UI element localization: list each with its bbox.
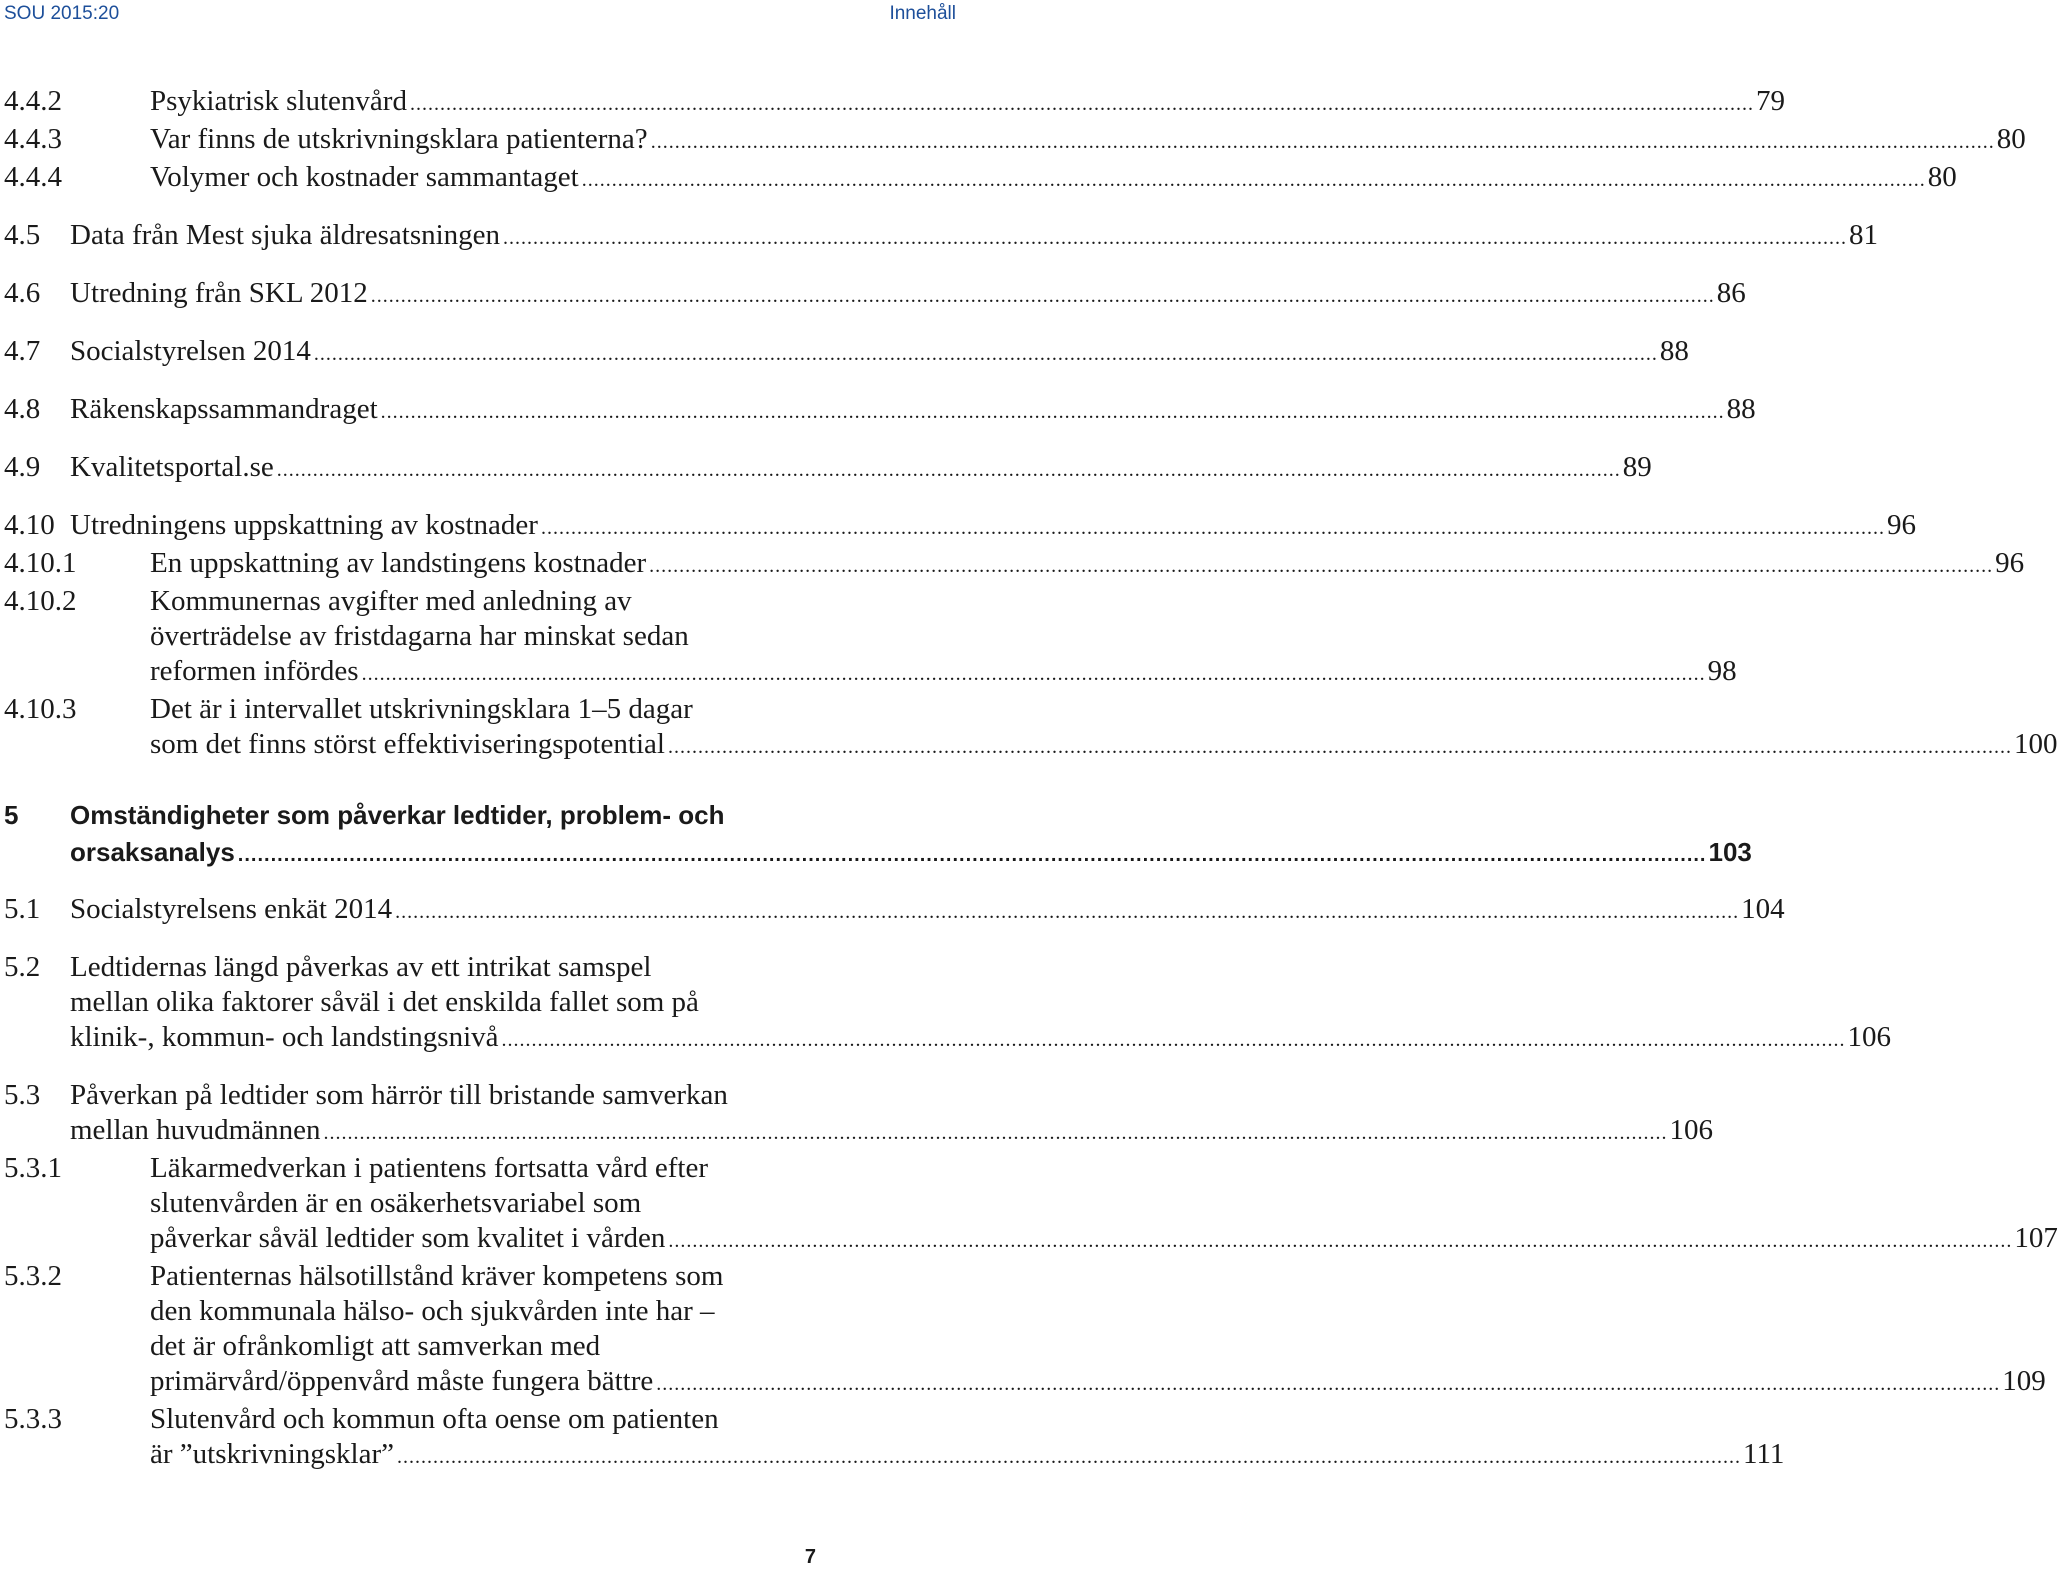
toc-title-line: Socialstyrelsens enkät 2014: [70, 893, 393, 925]
toc-entry-title: [70, 450, 1652, 488]
toc-title-line: den kommunala hälso- och sjukvården inte har –: [150, 1295, 715, 1327]
toc-entry-title: [70, 508, 1916, 546]
toc-title-line: Omständigheter som påverkar ledtider, problem- och: [70, 800, 725, 830]
toc-title-line: Psykiatrisk slutenvård: [150, 85, 407, 117]
toc-entry-title: [70, 218, 1878, 256]
toc-entry-title: [150, 1259, 2046, 1402]
toc-page-number: 107: [2014, 1222, 2058, 1254]
toc-page-number: 96: [1995, 547, 2025, 579]
toc-entry-number: 5.3.3: [4, 1403, 62, 1435]
toc-entry[interactable]: [4, 797, 1752, 874]
toc-entry-number: 4.10.2: [4, 585, 77, 617]
toc-entry-number: 5: [4, 800, 19, 830]
table-of-contents: [4, 84, 2058, 1475]
toc-entry-title: [150, 1402, 1784, 1475]
toc-entry[interactable]: [4, 122, 2026, 160]
toc-entry[interactable]: [4, 450, 1652, 488]
toc-title-line: En uppskattning av landstingens kostnader: [150, 547, 647, 579]
toc-entry[interactable]: [4, 892, 1785, 930]
dot-leader: [410, 87, 1754, 122]
toc-title-line: Slutenvård och kommun ofta oense om patienten: [150, 1403, 719, 1435]
dot-leader: [381, 395, 1725, 430]
toc-page-number: 98: [1707, 655, 1737, 687]
dot-leader: [541, 511, 1885, 546]
toc-title-line: Räkenskapssammandraget: [70, 393, 378, 425]
toc-title-line: Kommunernas avgifter med anledning av: [150, 585, 632, 617]
toc-entry-title: [150, 1151, 2058, 1259]
toc-title-line: Utredningens uppskattning av kostnader: [70, 509, 538, 541]
toc-entry[interactable]: [4, 584, 1737, 692]
dot-leader: [238, 837, 1707, 874]
toc-title-line: Data från Mest sjuka äldresatsningen: [70, 219, 501, 251]
toc-entry-title: [150, 122, 2026, 160]
toc-title-line: Läkarmedverkan i patientens fortsatta vård efter: [150, 1152, 708, 1184]
toc-title-line: överträdelse av fristdagarna har minskat sedan: [150, 620, 689, 652]
toc-entry-title: [70, 892, 1785, 930]
toc-title-line: Det är i intervallet utskrivningsklara 1–5 dagar: [150, 693, 693, 725]
toc-entry[interactable]: [4, 692, 2058, 765]
toc-entry-number: 4.6: [4, 277, 41, 309]
toc-title-line: mellan olika faktorer såväl i det enskilda fallet som på: [70, 986, 699, 1018]
toc-title-line: reformen infördes: [150, 655, 359, 687]
page-number: 7: [804, 1546, 816, 1568]
dot-leader: [503, 221, 1847, 256]
section-title: Innehåll: [889, 3, 956, 24]
toc-entry-title: [150, 546, 2024, 584]
dot-leader: [323, 1116, 1667, 1151]
toc-entry-title: [150, 84, 1785, 122]
dot-leader: [395, 895, 1739, 930]
dot-leader: [656, 1367, 2000, 1402]
toc-page-number: 80: [1996, 123, 2026, 155]
toc-entry-number: 5.1: [4, 893, 41, 925]
toc-title-line: Påverkan på ledtider som härrör till bristande samverkan: [70, 1079, 728, 1111]
toc-entry-number: 4.5: [4, 219, 41, 251]
dot-leader: [362, 657, 1706, 692]
toc-entry[interactable]: [4, 392, 1756, 430]
toc-page-number: 96: [1886, 509, 1916, 541]
toc-page-number: 88: [1659, 335, 1689, 367]
toc-entry[interactable]: [4, 276, 1746, 314]
toc-title-line: Volymer och kostnader sammantaget: [150, 161, 579, 193]
toc-entry-title: [70, 1078, 1713, 1151]
toc-entry-number: 5.3: [4, 1079, 41, 1111]
dot-leader: [582, 163, 1926, 198]
toc-entry[interactable]: [4, 950, 1892, 1058]
toc-entry-number: 4.10.3: [4, 693, 77, 725]
toc-entry[interactable]: [4, 218, 1879, 256]
toc-page-number: 106: [1669, 1114, 1713, 1146]
toc-entry-number: 4.4.4: [4, 161, 62, 193]
toc-entry-title: [150, 160, 1957, 198]
toc-title-line: Ledtidernas längd påverkas av ett intrikat samspel: [70, 951, 652, 983]
toc-title-line: orsaksanalys: [70, 837, 235, 867]
dot-leader: [649, 549, 1993, 584]
toc-page-number: 81: [1849, 219, 1879, 251]
toc-entry-number: 5.2: [4, 951, 41, 983]
toc-title-line: mellan huvudmännen: [70, 1114, 321, 1146]
toc-entry-number: 5.3.2: [4, 1260, 62, 1292]
toc-entry[interactable]: [4, 160, 1957, 198]
toc-entry-number: 4.8: [4, 393, 41, 425]
toc-title-line: Utredning från SKL 2012: [70, 277, 368, 309]
toc-title-line: påverkar såväl ledtider som kvalitet i vården: [150, 1222, 666, 1254]
toc-title-line: Var finns de utskrivningsklara patienterna?: [150, 123, 648, 155]
toc-entry-title: [70, 950, 1891, 1058]
dot-leader: [502, 1023, 1846, 1058]
toc-title-line: är ”utskrivningsklar”: [150, 1438, 395, 1470]
toc-page-number: 103: [1708, 837, 1752, 867]
toc-page-number: 89: [1622, 451, 1652, 483]
toc-entry-number: 4.7: [4, 335, 41, 367]
dot-leader: [668, 730, 2012, 765]
toc-entry-title: [150, 584, 1737, 692]
toc-entry-number: 5.3.1: [4, 1152, 62, 1184]
toc-page-number: 111: [1743, 1438, 1785, 1470]
toc-title-line: Socialstyrelsen 2014: [70, 335, 311, 367]
toc-entry-number: 4.9: [4, 451, 41, 483]
dot-leader: [277, 453, 1621, 488]
running-header: [0, 0, 960, 28]
toc-title-line: primärvård/öppenvård måste fungera bättre: [150, 1365, 654, 1397]
toc-entry-number: 4.4.3: [4, 123, 62, 155]
toc-title-line: klinik-, kommun- och landstingsnivå: [70, 1021, 499, 1053]
toc-entry-title: [70, 276, 1746, 314]
toc-page-number: 79: [1755, 85, 1785, 117]
toc-title-line: Patienternas hälsotillstånd kräver kompetens som: [150, 1260, 724, 1292]
toc-entry[interactable]: [4, 334, 1689, 372]
toc-entry-number: 4.10.1: [4, 547, 77, 579]
toc-title-line: som det finns störst effektiviseringspotential: [150, 728, 665, 760]
toc-entry[interactable]: [4, 546, 2025, 584]
toc-page-number: 104: [1741, 893, 1785, 925]
toc-page-number: 80: [1927, 161, 1957, 193]
dot-leader: [371, 279, 1715, 314]
toc-entry[interactable]: [4, 1078, 1713, 1151]
toc-entry[interactable]: [4, 84, 1785, 122]
toc-entry[interactable]: [4, 1151, 2058, 1259]
toc-entry-title: [150, 692, 2057, 765]
toc-page-number: 100: [2013, 728, 2058, 760]
toc-entry[interactable]: [4, 1402, 1785, 1475]
toc-entry[interactable]: [4, 508, 1916, 546]
dot-leader: [668, 1224, 2012, 1259]
toc-page-number: 109: [2002, 1365, 2046, 1397]
toc-page-number: 86: [1716, 277, 1746, 309]
toc-entry-title: [70, 392, 1756, 430]
toc-title-line: Kvalitetsportal.se: [70, 451, 274, 483]
toc-entry[interactable]: [4, 1259, 2046, 1402]
toc-entry-title: [70, 797, 1752, 874]
dot-leader: [651, 125, 1995, 160]
toc-title-line: slutenvården är en osäkerhetsvariabel som: [150, 1187, 642, 1219]
report-id: SOU 2015:20: [4, 3, 120, 24]
toc-entry-number: 4.10: [4, 509, 55, 541]
dot-leader: [397, 1440, 1741, 1475]
toc-page-number: 106: [1847, 1021, 1892, 1053]
toc-entry-number: 4.4.2: [4, 85, 62, 117]
toc-entry-title: [70, 334, 1689, 372]
toc-page-number: 88: [1726, 393, 1756, 425]
toc-title-line: det är ofrånkomligt att samverkan med: [150, 1330, 601, 1362]
dot-leader: [314, 337, 1658, 372]
